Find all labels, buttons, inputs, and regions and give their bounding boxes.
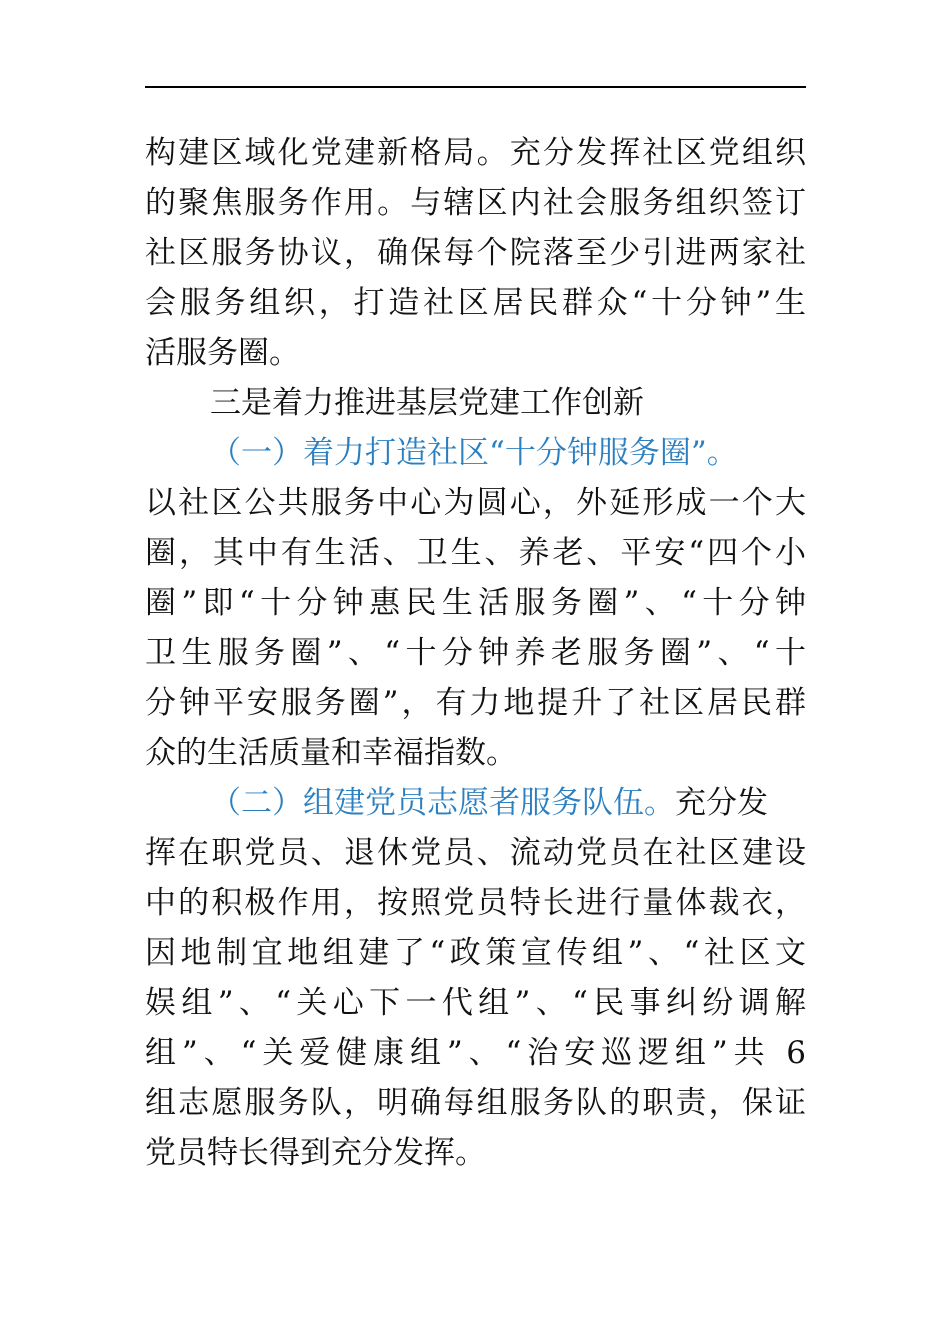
paragraph-line: 的聚焦服务作用。与辖区内社会服务组织签订	[145, 185, 806, 221]
header-rule	[145, 86, 806, 88]
paragraph-line: 会服务组织，打造社区居民群众“十分钟”生	[145, 285, 806, 321]
paragraph-line: 社区服务协议，确保每个院落至少引进两家社	[145, 235, 806, 271]
subsection-line	[210, 778, 806, 828]
paragraph-line: 圈，其中有生活、卫生、养老、平安“四个小	[145, 535, 806, 571]
paragraph-line: 娱组”、“关心下一代组”、“民事纠纷调解	[145, 985, 806, 1021]
paragraph-line: 因地制宜地组建了“政策宣传组”、“社区文	[145, 935, 806, 971]
paragraph-line: 构建区域化党建新格局。充分发挥社区党组织	[145, 135, 806, 171]
paragraph-line: 分钟平安服务圈”，有力地提升了社区居民群	[145, 685, 806, 721]
paragraph-line: 众的生活质量和幸福指数。	[145, 735, 517, 771]
paragraph-line: 活服务圈。	[145, 335, 300, 371]
paragraph-line: 中的积极作用，按照党员特长进行量体裁衣，	[145, 885, 806, 921]
paragraph-line: 挥在职党员、退休党员、流动党员在社区建设	[145, 835, 806, 871]
subsection-line-text: 充分发	[675, 785, 768, 821]
paragraph-line: 党员特长得到充分发挥。	[145, 1135, 486, 1171]
paragraph-line: 组志愿服务队，明确每组服务队的职责，保证	[145, 1085, 806, 1121]
subsection-heading-1: （一）着力打造社区“十分钟服务圈”。	[210, 435, 738, 471]
subsection-heading-2: （二）组建党员志愿者服务队伍。	[210, 785, 675, 821]
paragraph-line: 组”、“关爱健康组”、“治安巡逻组”共 6	[145, 1035, 806, 1071]
paragraph-line: 圈”即“十分钟惠民生活服务圈”、“十分钟	[145, 585, 806, 621]
section-heading: 三是着力推进基层党建工作创新	[210, 385, 644, 421]
paragraph-line: 以社区公共服务中心为圆心，外延形成一个大	[145, 485, 806, 521]
paragraph-line: 卫生服务圈”、“十分钟养老服务圈”、“十	[145, 635, 806, 671]
